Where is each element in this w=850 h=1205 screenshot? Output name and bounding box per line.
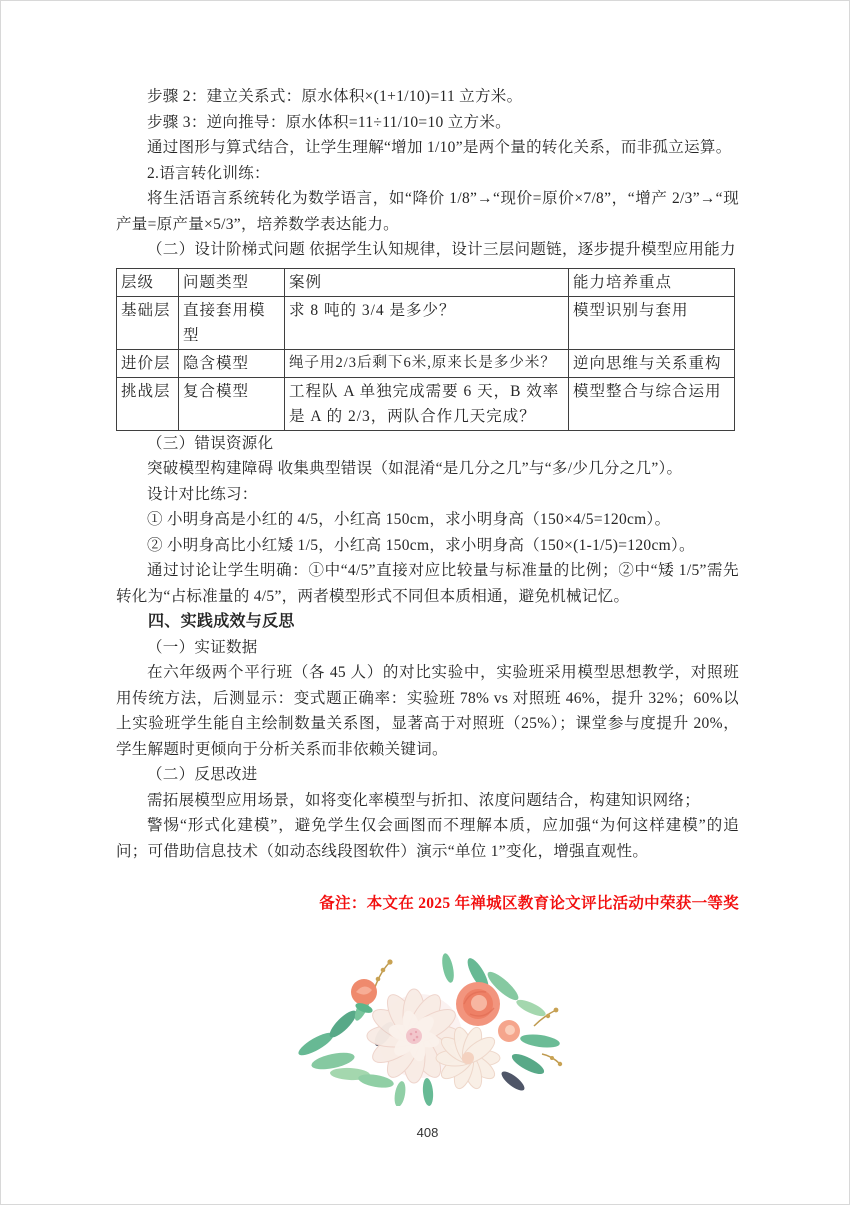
- table-cell: 绳子用2/3后剩下6米,原来长是多少米？: [285, 349, 569, 377]
- table-header-row: [117, 268, 735, 296]
- table-cell: 基础层: [117, 296, 179, 349]
- table-cell: 模型识别与套用: [569, 296, 735, 349]
- table-cell: 进价层: [117, 349, 179, 377]
- table-header-cell: 层级: [117, 268, 179, 296]
- paragraph: 设计对比练习：: [147, 485, 258, 503]
- table-cell: 隐含模型: [179, 349, 285, 377]
- flower-bouquet-image: [288, 946, 568, 1106]
- section-heading: 四、实践成效与反思: [148, 613, 295, 630]
- table-cell: 复合模型: [179, 377, 285, 430]
- flower-decoration: [116, 946, 739, 1111]
- paragraph: （一）实证数据: [147, 638, 258, 656]
- paragraph: 在六年级两个平行班（各 45 人）的对比实验中，实验班采用模型思想教学，对照班用传统方法，后测显示：变式题正确率：实验班 78% vs 对照班 46%，提升 32%；60%以上实验班学生能自主绘制数量关系图，显著高于对照班（25%）；课堂参与度提升 20%，学生解题时更倾向于分析关系而非依赖关键词。: [116, 664, 739, 758]
- paragraph: 将生活语言系统转化为数学语言，如“降价 1/8”→“现价=原价×7/8”，“增产 2/3”→“现产量=原产量×5/3”，培养数学表达能力。: [116, 190, 739, 233]
- table-cell: 求 8 吨的 3/4 是多少？: [285, 296, 569, 349]
- paragraph: ② 小明身高比小红矮 1/5，小红高 150cm，求小明身高（150×(1-1/5)=120cm）。: [147, 536, 695, 554]
- award-note: 备注：本文在 2025 年禅城区教育论文评比活动中荣获一等奖: [319, 895, 739, 912]
- paragraph: 通过讨论让学生明确：①中“4/5”直接对应比较量与标准量的比例；②中“矮 1/5”需先转化为“占标准量的 4/5”，两者模型形式不同但本质相通，避免机械记忆。: [116, 562, 739, 605]
- table-row: [117, 349, 735, 377]
- paragraph: 突破模型构建障碍 收集典型错误（如混淆“是几分之几”与“多/少几分之几”）。: [147, 460, 683, 477]
- paragraph: 需拓展模型应用场景，如将变化率模型与折扣、浓度问题结合，构建知识网络；: [147, 791, 701, 809]
- table-header-cell: 问题类型: [179, 268, 285, 296]
- table-cell: 模型整合与综合运用: [569, 377, 735, 430]
- table-header-cell: 案例: [285, 268, 569, 296]
- paragraph: 通过图形与算式结合，让学生理解“增加 1/10”是两个量的转化关系，而非孤立运算。: [147, 139, 732, 156]
- paragraph: 步骤 3：逆向推导：原水体积=11÷11/10=10 立方米。: [147, 113, 511, 131]
- paragraph: （三）错误资源化: [147, 434, 274, 452]
- table-row: [117, 377, 735, 430]
- problem-ladder-table: [116, 268, 735, 431]
- table-cell: 挑战层: [117, 377, 179, 430]
- table-cell: 直接套用模型: [179, 296, 285, 349]
- page-number: 408: [416, 1125, 439, 1140]
- table-cell: 逆向思维与关系重构: [569, 349, 735, 377]
- paragraph: （二）反思改进: [147, 766, 258, 783]
- paragraph: 2.语言转化训练：: [147, 164, 270, 182]
- paragraph: （二）设计阶梯式问题 依据学生认知规律，设计三层问题链，逐步提升模型应用能力: [147, 241, 736, 258]
- table-cell: 工程队 A 单独完成需要 6 天，B 效率是 A 的 2/3，两队合作几天完成？: [285, 377, 569, 430]
- paragraph: ① 小明身高是小红的 4/5，小红高 150cm，求小明身高（150×4/5=120cm）。: [147, 511, 671, 528]
- paragraph: 步骤 2：建立关系式：原水体积×(1+1/10)=11 立方米。: [147, 88, 523, 105]
- table-row: [117, 296, 735, 349]
- table-header-cell: 能力培养重点: [569, 268, 735, 296]
- document-content: [1, 1, 849, 1140]
- paragraph: 警惕“形式化建模”，避免学生仅会画图而不理解本质，应加强“为何这样建模”的追问；可借助信息技术（如动态线段图软件）演示“单位 1”变化，增强直观性。: [116, 817, 739, 860]
